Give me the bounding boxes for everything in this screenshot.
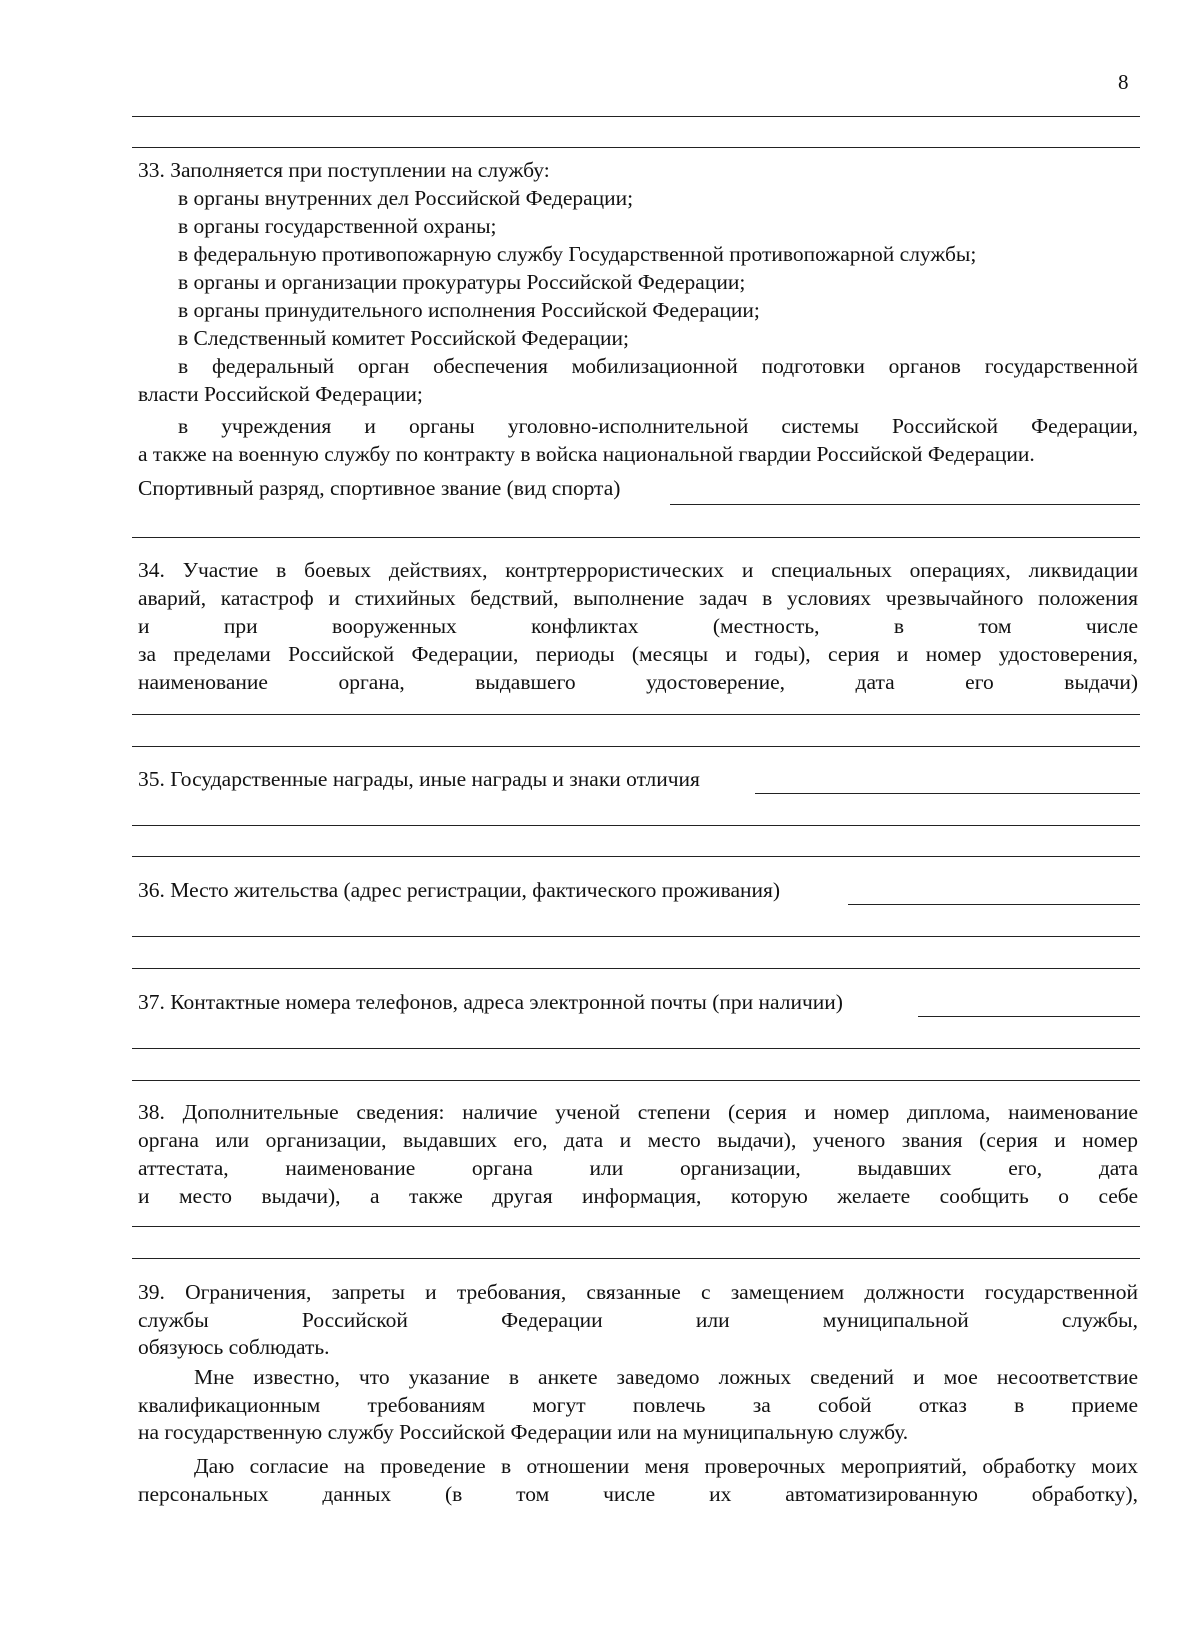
fill-line[interactable] — [132, 1226, 1140, 1227]
section-37-label: 37. Контактные номера телефонов, адреса электронной почты (при наличии) — [138, 990, 843, 1014]
text-line: в федеральный орган обеспечения мобилизационной подготовки органов государственной — [178, 354, 1138, 378]
section-36-input-line[interactable] — [848, 904, 1140, 905]
sport-label: Спортивный разряд, спортивное звание (вид спорта) — [138, 476, 621, 500]
section-33-item-8-cont: а также на военную службу по контракту в войска национальной гвардии Российской Федерации. — [138, 442, 1035, 466]
section-39-para-2-end: на государственную службу Российской Федерации или на муниципальную службу. — [138, 1420, 909, 1444]
fill-line — [132, 147, 1140, 148]
section-33-item-8 — [138, 412, 1138, 440]
fill-line[interactable] — [132, 1080, 1140, 1081]
text-line: 39. Ограничения, запреты и требования, связанные с замещением должности государственной — [138, 1280, 1138, 1304]
text-line: Даю согласие на проведение в отношении меня проверочных мероприятий, обработку моих — [194, 1454, 1138, 1478]
section-37-input-line[interactable] — [918, 1016, 1140, 1017]
text-line: за пределами Российской Федерации, периоды (месяцы и годы), серия и номер удостоверения, — [138, 642, 1138, 666]
section-36-label: 36. Место жительства (адрес регистрации, фактического проживания) — [138, 878, 781, 902]
section-39-para-1 — [138, 1278, 1138, 1334]
text-line: органа или организации, выдавших его, дата и место выдачи), ученого звания (серия и номер — [138, 1128, 1138, 1152]
section-33-item-7-cont: власти Российской Федерации; — [138, 382, 423, 406]
section-33-item-7 — [138, 352, 1138, 380]
section-33-item: в органы принудительного исполнения Российской Федерации; — [178, 298, 760, 322]
fill-line[interactable] — [132, 1048, 1140, 1049]
text-line: наименование органа, выдавшего удостоверение, дата его выдачи) — [138, 670, 1138, 694]
section-34-text — [138, 556, 1138, 696]
section-33-item: в Следственный комитет Российской Федерации; — [178, 326, 629, 350]
section-35-label: 35. Государственные награды, иные награды и знаки отличия — [138, 767, 700, 791]
fill-line[interactable] — [132, 936, 1140, 937]
section-35-input-line[interactable] — [755, 793, 1140, 794]
text-line: аварий, катастроф и стихийных бедствий, выполнение задач в условиях чрезвычайного положения — [138, 586, 1138, 610]
fill-line[interactable] — [132, 714, 1140, 715]
fill-line[interactable] — [132, 856, 1140, 857]
text-line: 34. Участие в боевых действиях, контртеррористических и специальных операциях, ликвидации — [138, 558, 1138, 582]
fill-line[interactable] — [132, 825, 1140, 826]
text-line: Мне известно, что указание в анкете заведомо ложных сведений и мое несоответствие — [194, 1365, 1138, 1389]
page-number: 8 — [1118, 70, 1129, 94]
section-33-item: в органы и организации прокуратуры Российской Федерации; — [178, 270, 746, 294]
section-33-item: в федеральную противопожарную службу Государственной противопожарной службы; — [178, 242, 977, 266]
fill-line[interactable] — [132, 1258, 1140, 1259]
fill-line[interactable] — [132, 968, 1140, 969]
section-39-para-1-end: обязуюсь соблюдать. — [138, 1335, 330, 1359]
fill-line[interactable] — [132, 537, 1140, 538]
section-33-item: в органы государственной охраны; — [178, 214, 497, 238]
text-line: в учреждения и органы уголовно-исполнительной системы Российской Федерации, — [178, 414, 1138, 438]
section-33-item: в органы внутренних дел Российской Федерации; — [178, 186, 634, 210]
section-39-para-2 — [138, 1363, 1138, 1419]
section-38-text — [138, 1098, 1138, 1210]
section-39-para-3 — [138, 1452, 1138, 1508]
fill-line — [132, 116, 1140, 117]
section-33-heading: 33. Заполняется при поступлении на службу: — [138, 158, 550, 182]
text-line: квалификационным требованиям могут повлечь за собой отказ в приеме — [138, 1393, 1138, 1417]
sport-input-line[interactable] — [670, 504, 1140, 505]
fill-line[interactable] — [132, 746, 1140, 747]
text-line: персональных данных (в том числе их автоматизированную обработку), — [138, 1482, 1138, 1506]
text-line: и место выдачи), а также другая информация, которую желаете сообщить о себе — [138, 1184, 1138, 1208]
text-line: аттестата, наименование органа или организации, выдавших его, дата — [138, 1156, 1138, 1180]
text-line: и при вооруженных конфликтах (местность, в том числе — [138, 614, 1138, 638]
text-line: 38. Дополнительные сведения: наличие ученой степени (серия и номер диплома, наименование — [138, 1100, 1138, 1124]
text-line: службы Российской Федерации или муниципальной службы, — [138, 1308, 1138, 1332]
